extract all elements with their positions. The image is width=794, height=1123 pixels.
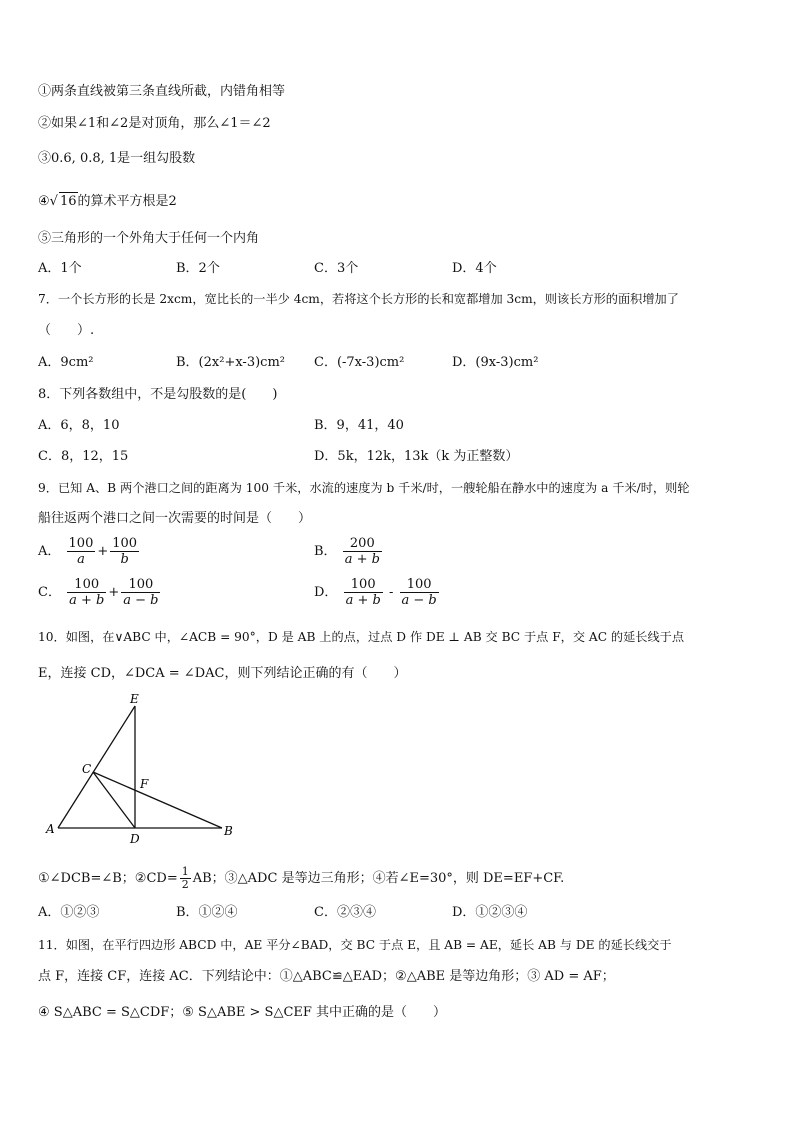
q11-stem-line3: ④ S△ABC = S△CDF；⑤ S△ABE > S△CEF 其中正确的是（ ） xyxy=(38,1005,447,1020)
q11-stem-line2: 点 F，连接 CF，连接 AC．下列结论中：①△ABC≌△EAD；②△ABE 是等边角形；③ AD = AF； xyxy=(38,969,615,984)
statement-4-prefix: ④ xyxy=(38,194,50,209)
statement-4-suffix: 的算术平方根是2 xyxy=(77,194,177,209)
q8-stem: 8．下列各数组中，不是勾股数的是( ) xyxy=(38,387,278,402)
statement-2: ②如果∠1和∠2是对顶角，那么∠1＝∠2 xyxy=(38,116,271,131)
q10-option-a[interactable]: A．①②③ xyxy=(38,905,100,920)
q7-stem-line2: （ ）. xyxy=(38,323,95,338)
q9-c-frac2: $\frac{100}{a - b}$ xyxy=(123,577,159,608)
q9-b-frac: $\frac{200}{a + b}$ xyxy=(344,536,380,567)
q8-option-a[interactable]: A．6，8，10 xyxy=(38,418,120,433)
q9-a-frac1: $\frac{100}{a}$ xyxy=(68,536,94,567)
label-D: D xyxy=(130,832,140,846)
q9-a-frac2: $\frac{100}{b}$ xyxy=(112,536,138,567)
q7-option-c[interactable]: C．(-7x-3)cm² xyxy=(314,355,405,370)
sqrt-sign: √ xyxy=(49,194,58,209)
q6-option-a[interactable]: A．1个 xyxy=(38,261,82,276)
statement-1: ①两条直线被第三条直线所截，内错角相等 xyxy=(38,84,286,99)
segment-AE xyxy=(58,706,135,828)
q7-option-a[interactable]: A．9cm² xyxy=(38,355,94,370)
label-E: E xyxy=(130,692,139,706)
q10-stem-line2: E，连接 CD，∠DCA = ∠DAC，则下列结论正确的有（ ） xyxy=(38,666,407,681)
q10-option-c[interactable]: C．②③④ xyxy=(314,905,376,920)
q9-a-label: A． xyxy=(38,544,61,559)
q9-d-frac2: $\frac{100}{a - b}$ xyxy=(401,577,437,608)
q9-option-c[interactable]: C． $\frac{100}{a + b}$ + $\frac{100}{a - b}$ xyxy=(38,577,159,608)
q9-stem-line1: 9．已知 A、B 两个港口之间的距离为 100 千米，水流的速度为 b 千米/时，一艘轮船在静水中的速度为 a 千米/时，则轮 xyxy=(38,481,690,495)
q6-option-c[interactable]: C．3个 xyxy=(314,261,359,276)
q9-option-b[interactable] xyxy=(314,536,384,567)
q9-d-label: D． xyxy=(314,585,338,600)
statement-3: ③0.6, 0.8, 1是一组勾股数 xyxy=(38,151,196,166)
label-A: A xyxy=(46,822,55,836)
statement-5: ⑤三角形的一个外角大于任何一个内角 xyxy=(38,231,260,246)
q10-conclusions: ①∠DCB=∠B；②CD= $\frac{1}{2}$ AB；③△ADC 是等边三角形；④若∠E=30°，则 DE=EF+CF. xyxy=(38,865,565,891)
q11-stem-line1: 11．如图，在平行四边形 ABCD 中，AE 平分∠BAD，交 BC 于点 E，且 AB = AE，延长 AB 与 DE 的延长线交于 xyxy=(38,938,672,952)
segment-CB xyxy=(93,772,222,828)
q8-option-b[interactable]: B．9，41，40 xyxy=(314,418,404,433)
label-C: C xyxy=(82,762,92,776)
statement-4 xyxy=(38,192,177,211)
q9-c-frac1: $\frac{100}{a + b}$ xyxy=(69,577,105,608)
q9-c-label: C． xyxy=(38,585,61,600)
q10-half-frac: $\frac{1}{2}$ xyxy=(181,865,189,891)
q7-option-d[interactable]: D．(9x-3)cm² xyxy=(452,355,539,370)
q10-option-b[interactable]: B．①②④ xyxy=(176,905,238,920)
q10-option-d[interactable]: D．①②③④ xyxy=(452,905,528,920)
q6-option-b[interactable]: B．2个 xyxy=(176,261,220,276)
q9-option-d[interactable]: D． $\frac{100}{a + b}$ - $\frac{100}{a - b}$ xyxy=(314,577,437,608)
q8-option-c[interactable]: C．8，12，15 xyxy=(38,449,129,464)
segment-CD xyxy=(93,772,135,828)
q8-option-d[interactable]: D．5k，12k，13k（k 为正整数） xyxy=(314,449,519,464)
q9-stem-line2: 船往返两个港口之间一次需要的时间是（ ） xyxy=(38,511,312,526)
label-B: B xyxy=(224,824,233,838)
q9-b-label: B． xyxy=(314,544,337,559)
q10-figure xyxy=(40,692,240,852)
label-F: F xyxy=(140,777,149,791)
q6-option-d[interactable]: D．4个 xyxy=(452,261,497,276)
q9-option-a[interactable]: A． $\frac{100}{a}$ + $\frac{100}{b}$ xyxy=(38,536,138,567)
q9-d-frac1: $\frac{100}{a + b}$ xyxy=(345,577,381,608)
q7-option-b[interactable]: B．(2x²+x-3)cm² xyxy=(176,355,285,370)
statement-4-radicand: 16 xyxy=(59,194,77,209)
q10-stem-line1: 10．如图，在∨ABC 中，∠ACB = 90°，D 是 AB 上的点，过点 D 作 DE ⊥ AB 交 BC 于点 F，交 AC 的延长线于点 xyxy=(38,630,685,644)
q7-stem-line1: 7．一个长方形的长是 2xcm，宽比长的一半少 4cm，若将这个长方形的长和宽都增加 3cm，则该长方形的面积增加了 xyxy=(38,292,679,306)
